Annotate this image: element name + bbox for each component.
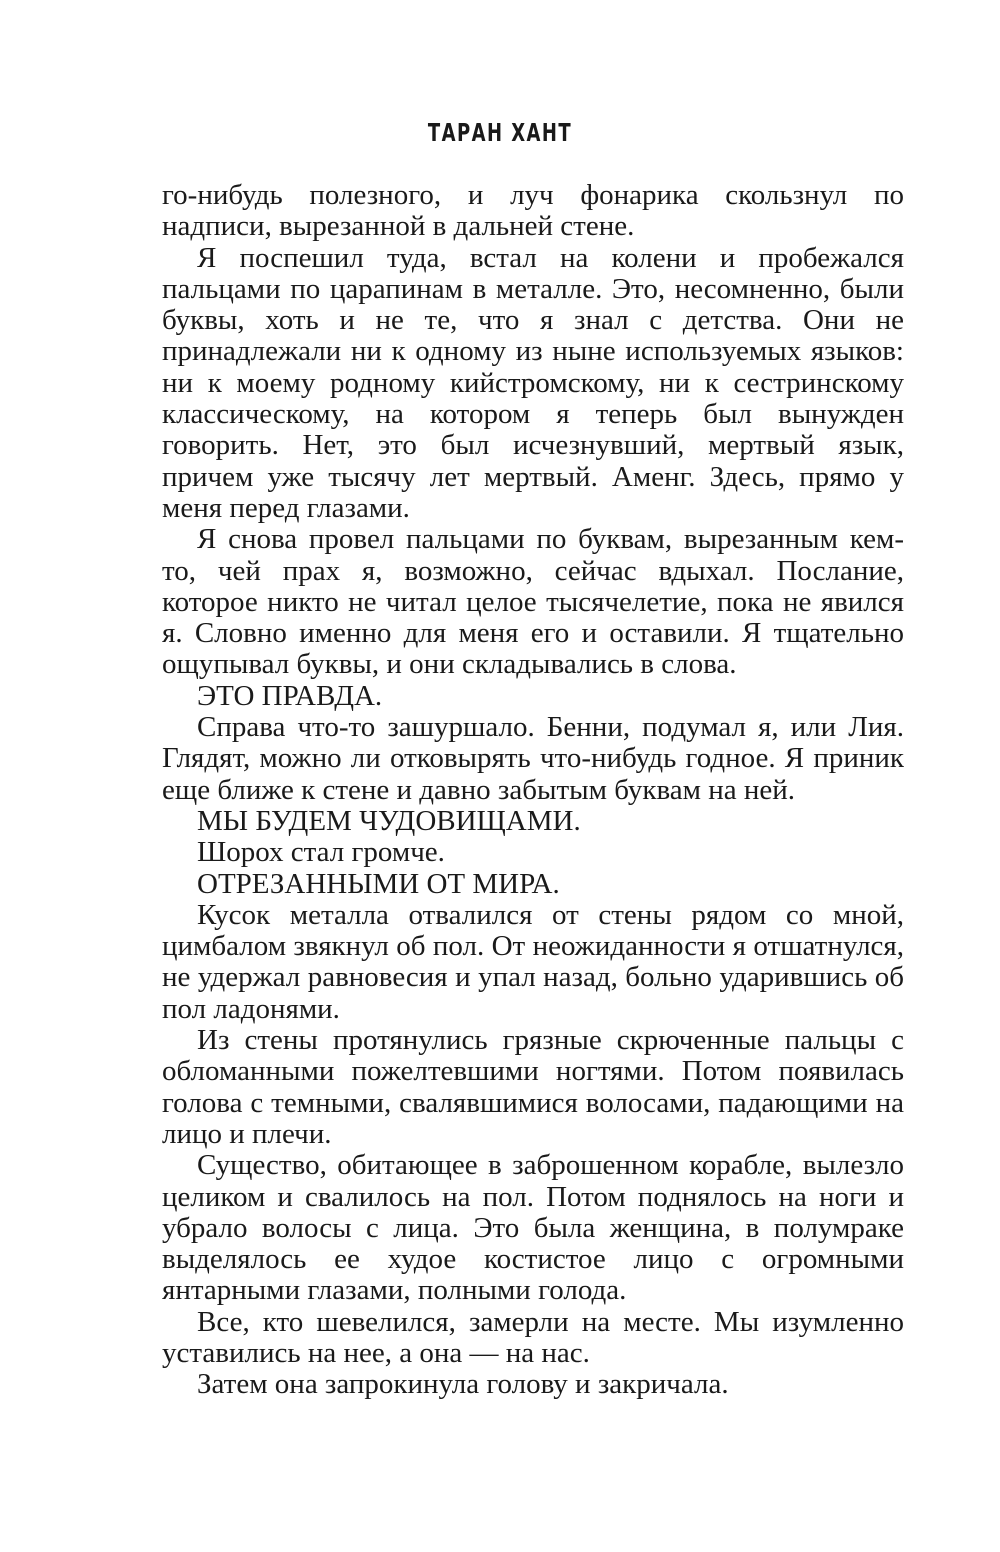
- body-text: [162, 180, 904, 1401]
- paragraph: Существо, обитающее в заброшенном корабле, вылезло целиком и свалилось на пол. Потом поднялось на ноги и убрало волосы с лица. Это была женщина, в полумраке выделялось ее худое костистое лицо с огромными янтарными глазами, полными голода.: [162, 1149, 904, 1307]
- paragraph: Я поспешил туда, встал на колени и пробежался пальцами по царапинам в металле. Это, несомненно, были буквы, хоть и не те, что я знал с детства. Они не принадлежали ни к одному из ныне используемых языков: ни к моему родному кийстромскому, ни к сестринскому классическому, на котором я теперь был вынужден говорить. Нет, это был исчезнувший, мертвый язык, причем уже тысячу лет мертвый. Аменг. Здесь, прямо у меня перед глазами.: [162, 241, 904, 524]
- paragraph: Все, кто шевелился, замерли на месте. Мы изумленно уставились на нее, а она — на нас.: [162, 1305, 904, 1369]
- paragraph: Шорох стал громче.: [197, 836, 445, 869]
- paragraph: Я снова провел пальцами по буквам, вырезанным кем-то, чей прах я, возможно, сейчас вдыхал. Послание, которое никто не читал целое тысячелетие, пока не явился я. Словно именно для меня его и оставили. Я тщательно ощупывал буквы, и они складывались в слова.: [162, 523, 904, 681]
- inscription-line: ЭТО ПРАВДА.: [197, 679, 383, 712]
- paragraph: Затем она запрокинула голову и закричала.: [197, 1368, 729, 1401]
- running-head-author: ТАРАН ХАНТ: [427, 118, 573, 147]
- paragraph: Справа что-то зашуршало. Бенни, подумал я, или Лия. Глядят, можно ли отковырять что-нибудь годное. Я приник еще ближе к стене и давно забытым буквам на ней.: [162, 711, 904, 806]
- inscription-line: МЫ БУДЕМ ЧУДОВИЩАМИ.: [197, 804, 581, 837]
- paragraph: Кусок металла отвалился от стены рядом со мной, цимбалом звякнул об пол. От неожиданности я отшатнулся, не удержал равновесия и упал назад, больно ударившись об пол ладонями.: [162, 898, 904, 1025]
- paragraph: го-нибудь полезного, и луч фонарика скользнул по надписи, вырезанной в дальней стене.: [162, 179, 904, 243]
- paragraph: Из стены протянулись грязные скрюченные пальцы с обломанными пожелтевшими ногтями. Потом появилась голова с темными, свалявшимися волосами, падающими на лицо и плечи.: [162, 1024, 904, 1150]
- inscription-line: ОТРЕЗАННЫМИ ОТ МИРА.: [197, 867, 560, 900]
